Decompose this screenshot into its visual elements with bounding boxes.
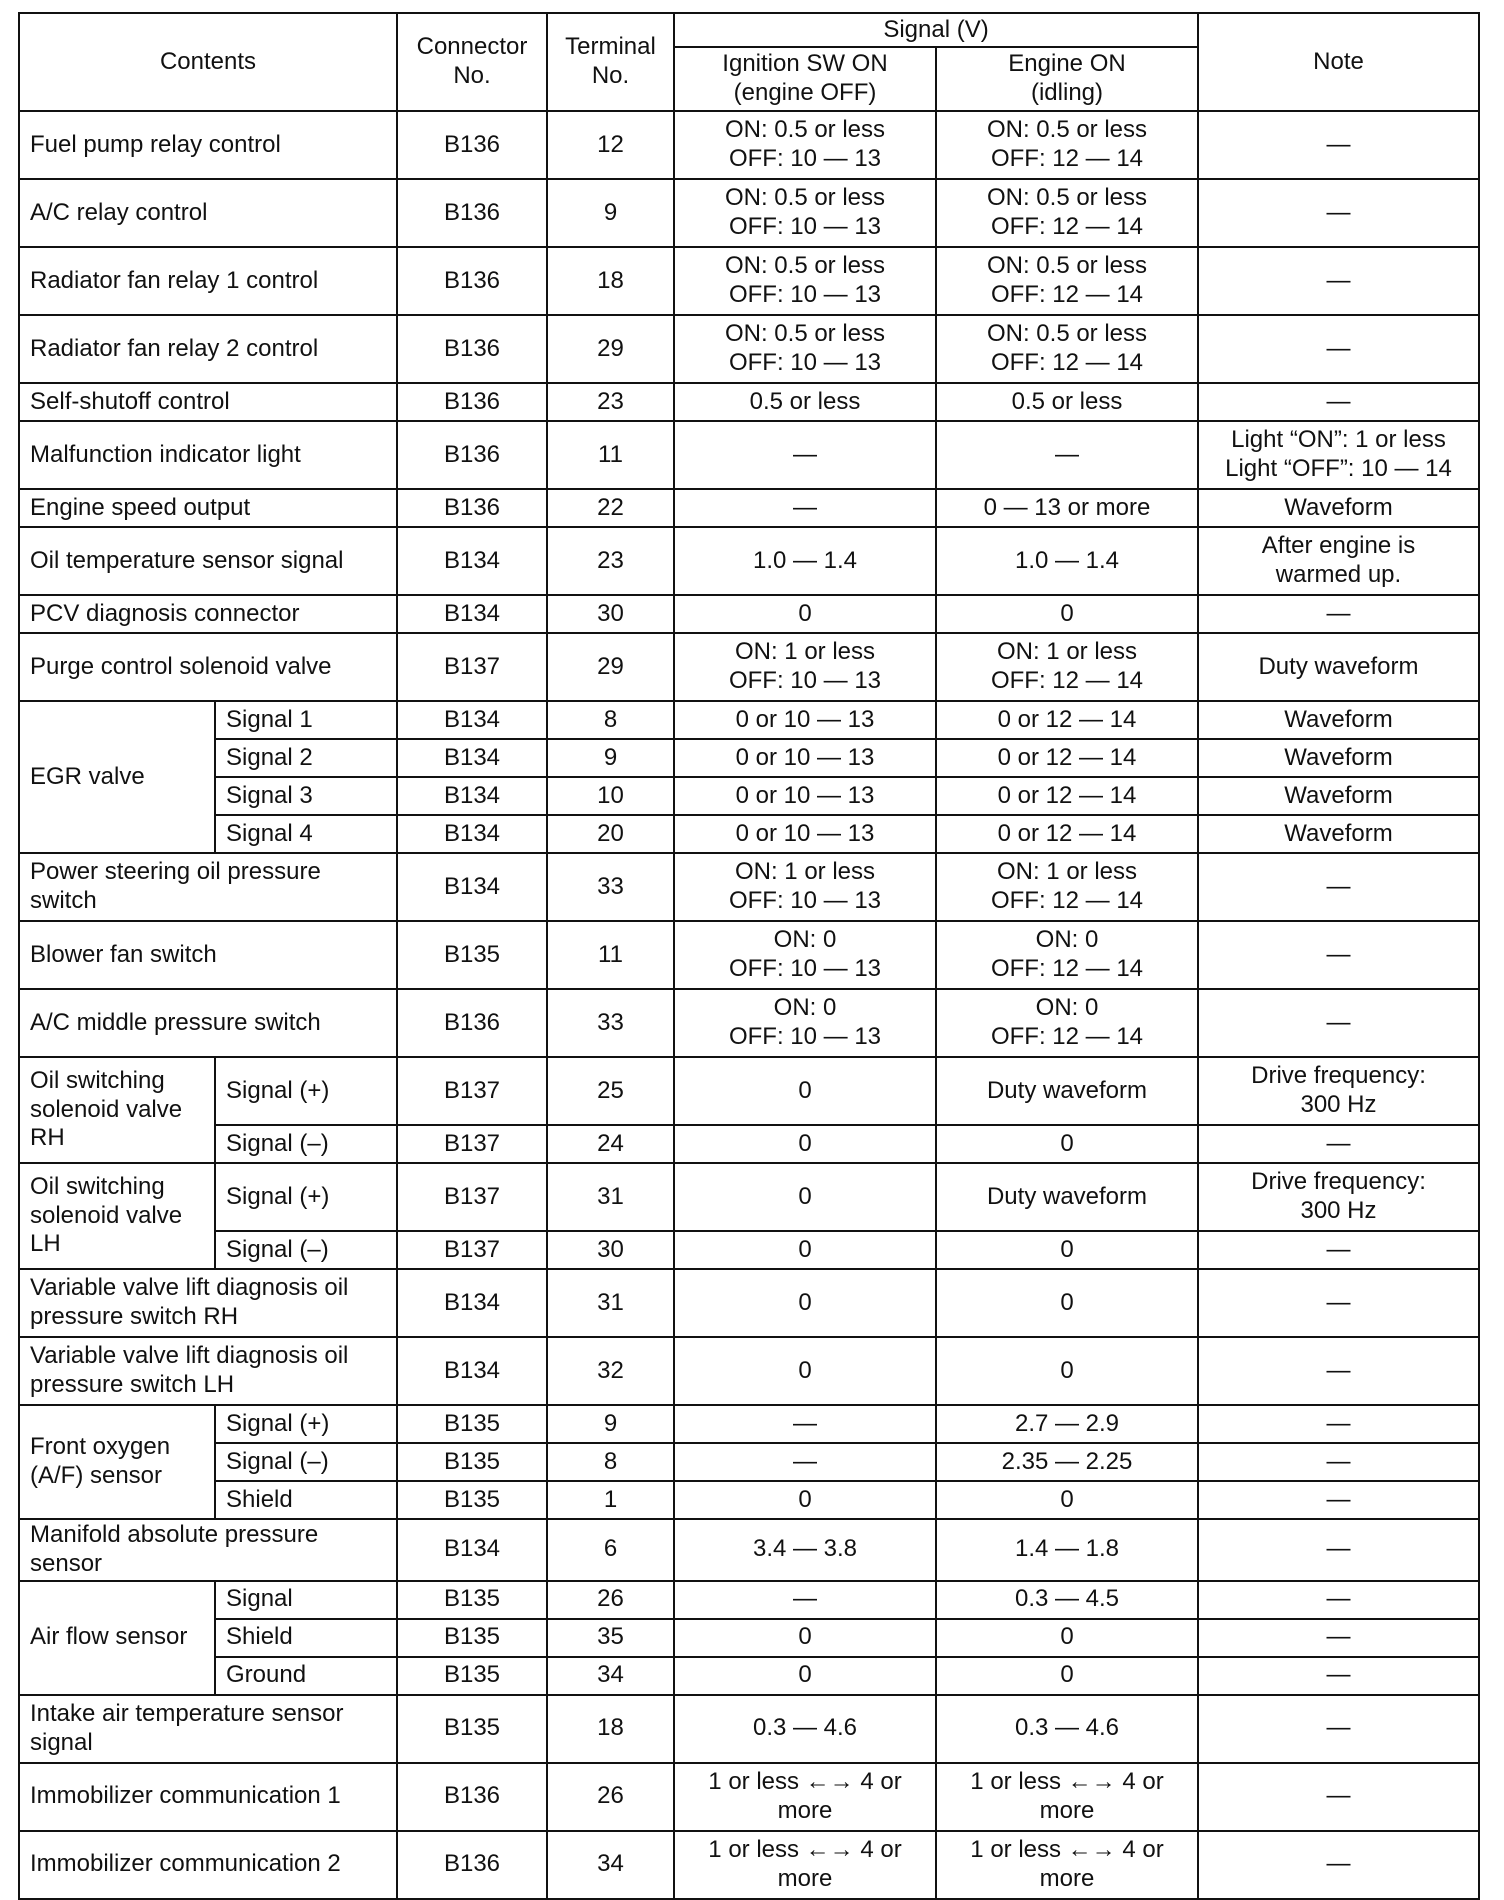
connector-cell: B134 xyxy=(397,739,547,777)
ignition-value-cell: — xyxy=(674,1443,936,1481)
engine-value-cell: ON: 0.5 or less OFF: 12 — 14 xyxy=(936,111,1198,179)
table-row xyxy=(19,1125,1479,1163)
note-cell: Drive frequency: 300 Hz xyxy=(1198,1163,1479,1231)
ignition-value-cell: ON: 0 OFF: 10 — 13 xyxy=(674,989,936,1057)
connector-cell: B135 xyxy=(397,1695,547,1763)
table-row xyxy=(19,179,1479,247)
terminal-cell: 9 xyxy=(547,739,674,777)
table-row xyxy=(19,527,1479,595)
table-row xyxy=(19,633,1479,701)
table-row xyxy=(19,1443,1479,1481)
connector-cell: B136 xyxy=(397,383,547,421)
note-cell: — xyxy=(1198,1443,1479,1481)
note-cell: Waveform xyxy=(1198,701,1479,739)
note-cell: — xyxy=(1198,1405,1479,1443)
terminal-cell: 12 xyxy=(547,111,674,179)
table-row xyxy=(19,701,1479,739)
connector-cell: B134 xyxy=(397,1337,547,1405)
contents-cell: Malfunction indicator light xyxy=(19,421,397,489)
note-cell: Waveform xyxy=(1198,489,1479,527)
note-cell: — xyxy=(1198,383,1479,421)
header-contents: Contents xyxy=(19,13,397,111)
engine-value-cell: 0 xyxy=(936,1481,1198,1519)
note-cell: Waveform xyxy=(1198,739,1479,777)
connector-cell: B137 xyxy=(397,1125,547,1163)
ignition-value-cell: 0 xyxy=(674,1657,936,1695)
connector-cell: B137 xyxy=(397,633,547,701)
engine-value-cell: ON: 0.5 or less OFF: 12 — 14 xyxy=(936,247,1198,315)
note-cell: — xyxy=(1198,1269,1479,1337)
ignition-value-cell: ON: 0.5 or less OFF: 10 — 13 xyxy=(674,315,936,383)
contents-cell: Manifold absolute pressure sensor xyxy=(19,1519,397,1581)
terminal-cell: 10 xyxy=(547,777,674,815)
ignition-value-cell: ON: 1 or less OFF: 10 — 13 xyxy=(674,633,936,701)
engine-value-cell: ON: 0 OFF: 12 — 14 xyxy=(936,921,1198,989)
note-cell: — xyxy=(1198,1581,1479,1619)
contents-sub-cell: Signal 1 xyxy=(215,701,397,739)
ignition-value-cell: 1 or less ←→ 4 or more xyxy=(674,1763,936,1831)
terminal-cell: 22 xyxy=(547,489,674,527)
ignition-value-cell: 1.0 — 1.4 xyxy=(674,527,936,595)
ignition-value-cell: 3.4 — 3.8 xyxy=(674,1519,936,1581)
terminal-cell: 6 xyxy=(547,1519,674,1581)
contents-group-cell: EGR valve xyxy=(19,701,215,853)
ignition-value-cell: 0 xyxy=(674,1163,936,1231)
terminal-cell: 30 xyxy=(547,1231,674,1269)
terminal-cell: 23 xyxy=(547,527,674,595)
terminal-cell: 9 xyxy=(547,1405,674,1443)
contents-sub-cell: Signal 3 xyxy=(215,777,397,815)
table-row xyxy=(19,1269,1479,1337)
ignition-value-cell: — xyxy=(674,421,936,489)
connector-cell: B134 xyxy=(397,853,547,921)
ignition-value-cell: 1 or less ←→ 4 or more xyxy=(674,1831,936,1899)
ignition-value-cell: 0 or 10 — 13 xyxy=(674,815,936,853)
table-row xyxy=(19,1695,1479,1763)
ignition-value-cell: ON: 0.5 or less OFF: 10 — 13 xyxy=(674,111,936,179)
terminal-cell: 20 xyxy=(547,815,674,853)
ignition-value-cell: 0.5 or less xyxy=(674,383,936,421)
contents-cell: Variable valve lift diagnosis oil pressure switch RH xyxy=(19,1269,397,1337)
note-cell: — xyxy=(1198,1481,1479,1519)
contents-sub-cell: Ground xyxy=(215,1657,397,1695)
table-row xyxy=(19,421,1479,489)
contents-cell: A/C middle pressure switch xyxy=(19,989,397,1057)
connector-cell: B135 xyxy=(397,1619,547,1657)
note-cell: Waveform xyxy=(1198,815,1479,853)
engine-value-cell: ON: 1 or less OFF: 12 — 14 xyxy=(936,633,1198,701)
contents-group-cell: Oil switching solenoid valve RH xyxy=(19,1057,215,1163)
terminal-cell: 11 xyxy=(547,921,674,989)
table-row xyxy=(19,1619,1479,1657)
signal-table-container xyxy=(18,12,1478,1900)
terminal-cell: 1 xyxy=(547,1481,674,1519)
engine-value-cell: 0 xyxy=(936,1657,1198,1695)
note-cell: — xyxy=(1198,1763,1479,1831)
connector-cell: B136 xyxy=(397,489,547,527)
connector-cell: B134 xyxy=(397,777,547,815)
header-connector: Connector No. xyxy=(397,13,547,111)
note-cell: — xyxy=(1198,853,1479,921)
ignition-value-cell: ON: 0.5 or less OFF: 10 — 13 xyxy=(674,179,936,247)
ignition-value-cell: 0 or 10 — 13 xyxy=(674,739,936,777)
note-cell: Light “ON”: 1 or less Light “OFF”: 10 — 14 xyxy=(1198,421,1479,489)
engine-value-cell: 0.3 — 4.6 xyxy=(936,1695,1198,1763)
note-cell: — xyxy=(1198,247,1479,315)
terminal-cell: 26 xyxy=(547,1581,674,1619)
note-cell: Duty waveform xyxy=(1198,633,1479,701)
connector-cell: B135 xyxy=(397,921,547,989)
ignition-value-cell: ON: 0 OFF: 10 — 13 xyxy=(674,921,936,989)
engine-value-cell: — xyxy=(936,421,1198,489)
table-row xyxy=(19,1519,1479,1581)
connector-cell: B135 xyxy=(397,1481,547,1519)
table-row xyxy=(19,989,1479,1057)
note-cell: — xyxy=(1198,1337,1479,1405)
connector-cell: B137 xyxy=(397,1163,547,1231)
connector-cell: B137 xyxy=(397,1231,547,1269)
contents-cell: Power steering oil pressure switch xyxy=(19,853,397,921)
connector-cell: B134 xyxy=(397,1269,547,1337)
engine-value-cell: 0 or 12 — 14 xyxy=(936,739,1198,777)
note-cell: After engine is warmed up. xyxy=(1198,527,1479,595)
table-row xyxy=(19,1481,1479,1519)
table-row xyxy=(19,1763,1479,1831)
table-row xyxy=(19,739,1479,777)
note-cell: — xyxy=(1198,1619,1479,1657)
connector-cell: B134 xyxy=(397,815,547,853)
connector-cell: B134 xyxy=(397,1519,547,1581)
connector-cell: B136 xyxy=(397,421,547,489)
contents-cell: Oil temperature sensor signal xyxy=(19,527,397,595)
terminal-cell: 8 xyxy=(547,701,674,739)
table-row xyxy=(19,1337,1479,1405)
contents-cell: Purge control solenoid valve xyxy=(19,633,397,701)
header-signal: Signal (V) xyxy=(674,13,1198,47)
connector-cell: B136 xyxy=(397,179,547,247)
engine-value-cell: ON: 0.5 or less OFF: 12 — 14 xyxy=(936,315,1198,383)
header-ignition-sw-on: Ignition SW ON (engine OFF) xyxy=(674,47,936,111)
engine-value-cell: 1.4 — 1.8 xyxy=(936,1519,1198,1581)
note-cell: — xyxy=(1198,989,1479,1057)
table-header xyxy=(19,13,1479,111)
connector-cell: B136 xyxy=(397,111,547,179)
ignition-value-cell: 0 xyxy=(674,1619,936,1657)
connector-cell: B135 xyxy=(397,1581,547,1619)
contents-sub-cell: Signal (–) xyxy=(215,1125,397,1163)
ignition-value-cell: ON: 1 or less OFF: 10 — 13 xyxy=(674,853,936,921)
contents-cell: Radiator fan relay 2 control xyxy=(19,315,397,383)
table-row xyxy=(19,383,1479,421)
engine-value-cell: 0 — 13 or more xyxy=(936,489,1198,527)
signal-table xyxy=(18,12,1480,1900)
contents-cell: Fuel pump relay control xyxy=(19,111,397,179)
contents-sub-cell: Signal (+) xyxy=(215,1057,397,1125)
terminal-cell: 32 xyxy=(547,1337,674,1405)
terminal-cell: 29 xyxy=(547,315,674,383)
ignition-value-cell: 0 xyxy=(674,1231,936,1269)
terminal-cell: 25 xyxy=(547,1057,674,1125)
table-body xyxy=(19,111,1479,1899)
terminal-cell: 33 xyxy=(547,853,674,921)
table-row xyxy=(19,1231,1479,1269)
contents-sub-cell: Signal (–) xyxy=(215,1231,397,1269)
table-row xyxy=(19,111,1479,179)
ignition-value-cell: — xyxy=(674,1581,936,1619)
contents-sub-cell: Signal (–) xyxy=(215,1443,397,1481)
contents-sub-cell: Signal (+) xyxy=(215,1405,397,1443)
contents-sub-cell: Shield xyxy=(215,1619,397,1657)
table-row xyxy=(19,853,1479,921)
engine-value-cell: 1 or less ←→ 4 or more xyxy=(936,1831,1198,1899)
table-row xyxy=(19,1581,1479,1619)
note-cell: — xyxy=(1198,1657,1479,1695)
header-terminal: Terminal No. xyxy=(547,13,674,111)
table-row xyxy=(19,1831,1479,1899)
note-cell: — xyxy=(1198,1695,1479,1763)
engine-value-cell: 0 xyxy=(936,595,1198,633)
note-cell: — xyxy=(1198,921,1479,989)
ignition-value-cell: ON: 0.5 or less OFF: 10 — 13 xyxy=(674,247,936,315)
terminal-cell: 29 xyxy=(547,633,674,701)
terminal-cell: 18 xyxy=(547,1695,674,1763)
engine-value-cell: ON: 0 OFF: 12 — 14 xyxy=(936,989,1198,1057)
table-row xyxy=(19,815,1479,853)
contents-sub-cell: Signal 2 xyxy=(215,739,397,777)
contents-cell: Blower fan switch xyxy=(19,921,397,989)
table-row xyxy=(19,1405,1479,1443)
contents-cell: Immobilizer communication 1 xyxy=(19,1763,397,1831)
table-row xyxy=(19,1657,1479,1695)
terminal-cell: 24 xyxy=(547,1125,674,1163)
note-cell: — xyxy=(1198,1831,1479,1899)
note-cell: — xyxy=(1198,595,1479,633)
note-cell: — xyxy=(1198,1231,1479,1269)
connector-cell: B136 xyxy=(397,1763,547,1831)
note-cell: Drive frequency: 300 Hz xyxy=(1198,1057,1479,1125)
engine-value-cell: 0 or 12 — 14 xyxy=(936,701,1198,739)
terminal-cell: 8 xyxy=(547,1443,674,1481)
table-row xyxy=(19,921,1479,989)
connector-cell: B136 xyxy=(397,1831,547,1899)
contents-sub-cell: Shield xyxy=(215,1481,397,1519)
terminal-cell: 18 xyxy=(547,247,674,315)
table-row xyxy=(19,595,1479,633)
engine-value-cell: 0 xyxy=(936,1269,1198,1337)
table-row xyxy=(19,489,1479,527)
contents-cell: Intake air temperature sensor signal xyxy=(19,1695,397,1763)
ignition-value-cell: 0 xyxy=(674,1337,936,1405)
connector-cell: B136 xyxy=(397,315,547,383)
table-row xyxy=(19,1163,1479,1231)
connector-cell: B137 xyxy=(397,1057,547,1125)
engine-value-cell: 0 or 12 — 14 xyxy=(936,815,1198,853)
engine-value-cell: 0 xyxy=(936,1125,1198,1163)
connector-cell: B135 xyxy=(397,1405,547,1443)
ignition-value-cell: 0 or 10 — 13 xyxy=(674,701,936,739)
engine-value-cell: 0 xyxy=(936,1337,1198,1405)
terminal-cell: 30 xyxy=(547,595,674,633)
terminal-cell: 31 xyxy=(547,1163,674,1231)
connector-cell: B136 xyxy=(397,247,547,315)
connector-cell: B136 xyxy=(397,989,547,1057)
terminal-cell: 34 xyxy=(547,1657,674,1695)
terminal-cell: 9 xyxy=(547,179,674,247)
contents-sub-cell: Signal (+) xyxy=(215,1163,397,1231)
engine-value-cell: 1.0 — 1.4 xyxy=(936,527,1198,595)
note-cell: Waveform xyxy=(1198,777,1479,815)
note-cell: — xyxy=(1198,1519,1479,1581)
terminal-cell: 33 xyxy=(547,989,674,1057)
engine-value-cell: 1 or less ←→ 4 or more xyxy=(936,1763,1198,1831)
ignition-value-cell: 0 xyxy=(674,1057,936,1125)
engine-value-cell: 2.7 — 2.9 xyxy=(936,1405,1198,1443)
ignition-value-cell: 0 xyxy=(674,1269,936,1337)
connector-cell: B134 xyxy=(397,595,547,633)
engine-value-cell: Duty waveform xyxy=(936,1163,1198,1231)
header-engine-on: Engine ON (idling) xyxy=(936,47,1198,111)
contents-group-cell: Air flow sensor xyxy=(19,1581,215,1695)
contents-group-cell: Front oxygen (A/F) sensor xyxy=(19,1405,215,1519)
contents-cell: Immobilizer communication 2 xyxy=(19,1831,397,1899)
note-cell: — xyxy=(1198,111,1479,179)
ignition-value-cell: — xyxy=(674,489,936,527)
engine-value-cell: 0 xyxy=(936,1619,1198,1657)
contents-cell: PCV diagnosis connector xyxy=(19,595,397,633)
note-cell: — xyxy=(1198,179,1479,247)
connector-cell: B135 xyxy=(397,1443,547,1481)
ignition-value-cell: 0 xyxy=(674,1125,936,1163)
ignition-value-cell: 0 or 10 — 13 xyxy=(674,777,936,815)
contents-cell: Self-shutoff control xyxy=(19,383,397,421)
contents-cell: Engine speed output xyxy=(19,489,397,527)
header-note: Note xyxy=(1198,13,1479,111)
terminal-cell: 23 xyxy=(547,383,674,421)
engine-value-cell: 0 xyxy=(936,1231,1198,1269)
note-cell: — xyxy=(1198,315,1479,383)
contents-group-cell: Oil switching solenoid valve LH xyxy=(19,1163,215,1269)
engine-value-cell: 0 or 12 — 14 xyxy=(936,777,1198,815)
contents-cell: A/C relay control xyxy=(19,179,397,247)
ignition-value-cell: 0 xyxy=(674,595,936,633)
ignition-value-cell: — xyxy=(674,1405,936,1443)
table-row xyxy=(19,1057,1479,1125)
contents-sub-cell: Signal xyxy=(215,1581,397,1619)
contents-cell: Variable valve lift diagnosis oil pressure switch LH xyxy=(19,1337,397,1405)
contents-cell: Radiator fan relay 1 control xyxy=(19,247,397,315)
connector-cell: B134 xyxy=(397,527,547,595)
engine-value-cell: 2.35 — 2.25 xyxy=(936,1443,1198,1481)
terminal-cell: 11 xyxy=(547,421,674,489)
engine-value-cell: 0.5 or less xyxy=(936,383,1198,421)
connector-cell: B134 xyxy=(397,701,547,739)
note-cell: — xyxy=(1198,1125,1479,1163)
connector-cell: B135 xyxy=(397,1657,547,1695)
table-row xyxy=(19,777,1479,815)
contents-sub-cell: Signal 4 xyxy=(215,815,397,853)
ignition-value-cell: 0.3 — 4.6 xyxy=(674,1695,936,1763)
ignition-value-cell: 0 xyxy=(674,1481,936,1519)
terminal-cell: 26 xyxy=(547,1763,674,1831)
table-row xyxy=(19,247,1479,315)
table-row xyxy=(19,315,1479,383)
engine-value-cell: Duty waveform xyxy=(936,1057,1198,1125)
terminal-cell: 34 xyxy=(547,1831,674,1899)
terminal-cell: 35 xyxy=(547,1619,674,1657)
terminal-cell: 31 xyxy=(547,1269,674,1337)
engine-value-cell: 0.3 — 4.5 xyxy=(936,1581,1198,1619)
engine-value-cell: ON: 1 or less OFF: 12 — 14 xyxy=(936,853,1198,921)
engine-value-cell: ON: 0.5 or less OFF: 12 — 14 xyxy=(936,179,1198,247)
